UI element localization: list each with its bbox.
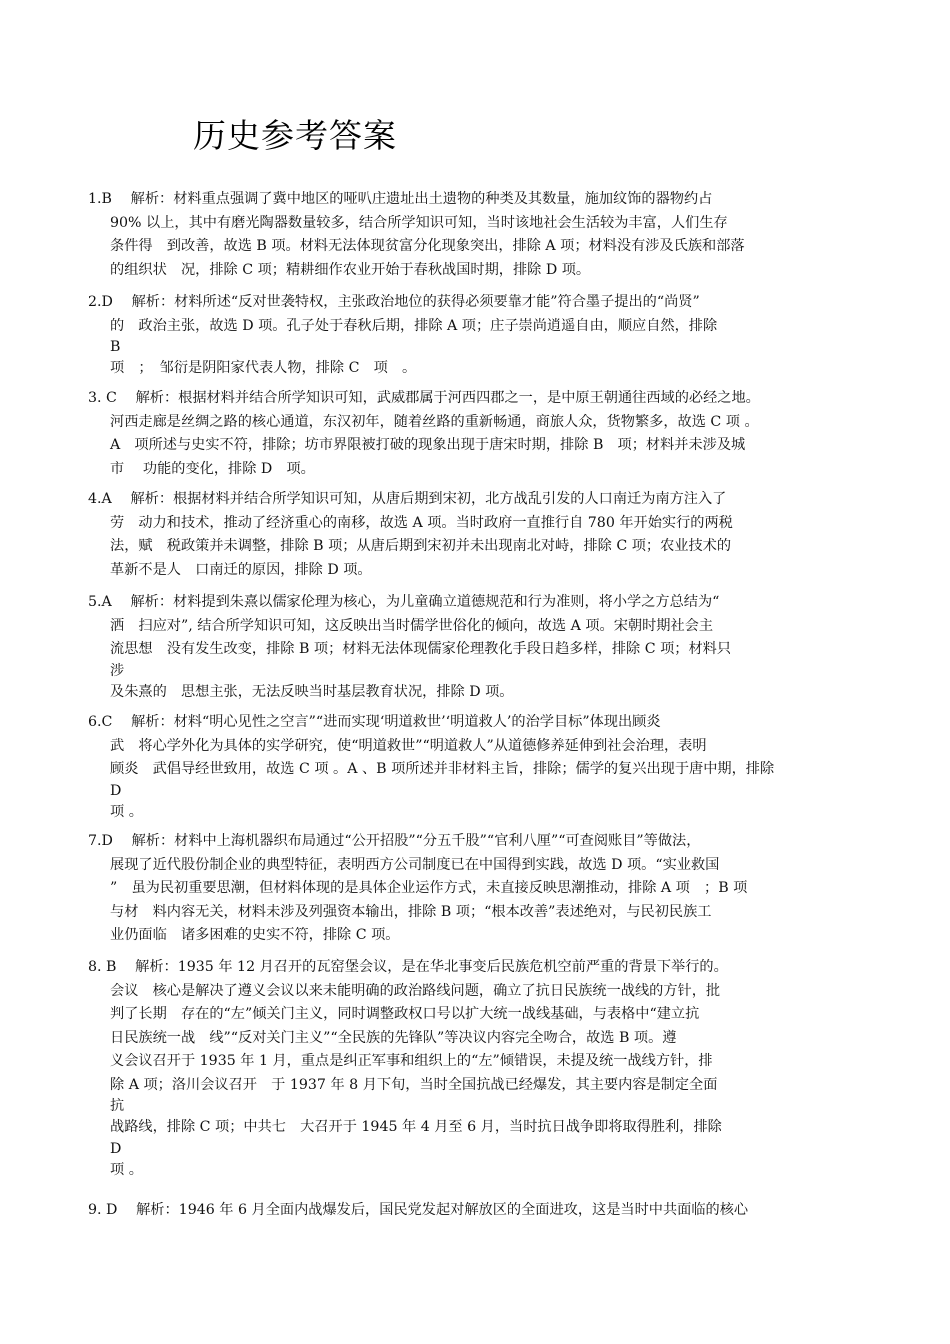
- answer-line: 涉: [110, 662, 125, 679]
- answer-line: 法，赋 税政策并未调整，排除 B 项；从唐后期到宋初并未出现南北对峙，排除 C 项；农业技术的: [110, 538, 732, 554]
- answer-line: 的 政治主张，故选 D 项。孔子处于春秋后期，排除 A 项；庄子崇尚逍遥自由，顺应自然，排除: [110, 317, 718, 334]
- answer-line: 项 。: [110, 803, 143, 820]
- answer-line: 日民族统一战 线”“反对关门主义”“全民族的先锋队”等决议内容完全吻合，故选 B 项。遵: [110, 1029, 677, 1046]
- answer-line: 革新不是人 口南迁的原因，排除 D 项。: [110, 561, 372, 578]
- answer-line: 河西走廊是丝绸之路的核心通道，东汉初年，随着丝路的重新畅通，商旅人众，货物繁多，故选 C 项 。: [110, 413, 759, 430]
- answer-line: 战路线，排除 C 项；中共七 大召开于 1945 年 4 月至 6 月，当时抗日战争即将取得胜利，排除: [110, 1119, 722, 1135]
- answer-line: 会议 核心是解决了遵义会议以来未能明确的政治路线问题，确立了抗日民族统一战线的方针，批: [110, 982, 721, 999]
- answer-item-6: [88, 711, 868, 824]
- answer-item-5: [88, 591, 868, 704]
- answer-line: 义会议召开于 1935 年 1 月，重点是纠正军事和组织上的“左”倾错误，未提及统一战线方针，排: [110, 1053, 713, 1069]
- answer-item-8: [88, 956, 868, 1182]
- answer-item-2: [88, 291, 868, 381]
- answer-line: D: [110, 1140, 122, 1157]
- answer-line: 流思想 没有发生改变，排除 B 项；材料无法体现儒家伦理教化手段日趋多样，排除 C 项；材料只: [110, 641, 732, 657]
- answer-line: B: [110, 339, 121, 355]
- answer-line: 项 。: [110, 1161, 143, 1178]
- answer-item-7: [88, 830, 868, 948]
- answer-line: 的组织状 况，排除 C 项；精耕细作农业开始于春秋战国时期，排除 D 项。: [110, 261, 591, 278]
- answer-item-3: [88, 387, 868, 481]
- answer-line: 项 ； 邹衍是阴阳家代表人物，排除 C 项 。: [110, 360, 417, 376]
- answer-line: 与材 料内容无关，材料未涉及列强资本输出，排除 B 项；“根本改善”表述绝对，与民初民族工: [110, 903, 712, 920]
- answer-item-9: [88, 1199, 868, 1223]
- answer-line: 及朱熹的 思想主张，无法反映当时基层教育状况，排除 D 项。: [110, 683, 514, 700]
- answer-item-4: [88, 488, 868, 582]
- answer-line: 洒 扫应对”, 结合所学知识可知，这反映出当时儒学世俗化的倾向，故选 A 项。宋朝时期社会主: [110, 617, 714, 634]
- page-title: 历史参考答案: [193, 116, 397, 155]
- answer-line: 1.B 解析：材料重点强调了冀中地区的哑叭庄遗址出土遗物的种类及其数量，施加纹饰的器物约占: [88, 191, 713, 207]
- answer-line: 劳 动力和技术，推动了经济重心的南移，故选 A 项。当时政府一直推行自 780 年开始实行的两税: [110, 514, 733, 531]
- answer-line: A 项所述与史实不符，排除；坊市界限被打破的现象出现于唐宋时期，排除 B 项；材料并未涉及城: [110, 437, 746, 453]
- answer-line: 2.D 解析：材料所述“反对世袭特权，主张政治地位的获得必须要靠才能”符合墨子提出的“尚贤”: [88, 294, 700, 310]
- answer-line: 展现了近代股份制企业的典型特征，表明西方公司制度已在中国得到实践，故选 D 项。“实业救国: [110, 856, 720, 873]
- answer-line: 90% 以上，其中有磨光陶器数量较多，结合所学知识可知，当时该地社会生活较为丰富，人们生存: [110, 214, 728, 231]
- answer-line: 4.A 解析：根据材料并结合所学知识可知，从唐后期到宋初，北方战乱引发的人口南迁为南方注入了: [88, 491, 727, 507]
- answer-line: 顾炎 武倡导经世致用，故选 C 项 。A 、B 项所述并非材料主旨，排除；儒学的复兴出现于唐中期，排除: [110, 761, 775, 777]
- answer-line: 业仍面临 诸多困难的史实不符，排除 C 项。: [110, 927, 400, 943]
- answer-line: 条件得 到改善，故选 B 项。材料无法体现贫富分化现象突出，排除 A 项；材料没有涉及氏族和部落: [110, 238, 745, 254]
- answer-line: 抗: [110, 1098, 125, 1114]
- answer-line: 9. D 解析：1946 年 6 月全面内战爆发后，国民党发起对解放区的全面进攻，这是当时中共面临的核心: [88, 1202, 749, 1218]
- answer-line: ” 虽为民初重要思潮，但材料体现的是具体企业运作方式，未直接反映思潮推动，排除 A 项 ；B 项: [110, 880, 748, 896]
- answer-line: 武 将心学外化为具体的实学研究，使“明道救世”“明道救人”从道德修养延伸到社会治理，表明: [110, 737, 707, 754]
- answer-line: 6.C 解析：材料“明心见性之空言”“进而实现‘明道救世’‘明道救人’的治学目标”体现出顾炎: [88, 714, 661, 730]
- answer-line: 市 功能的变化，排除 D 项。: [110, 460, 315, 477]
- answer-item-1: [88, 188, 868, 282]
- answer-line: 3. C 解析：根据材料并结合所学知识可知，武威郡属于河西四郡之一，是中原王朝通往西域的必经之地。: [88, 390, 760, 406]
- answer-line: D: [110, 782, 122, 799]
- answer-line: 5.A 解析：材料提到朱熹以儒家伦理为核心，为儿童确立道德规范和行为准则，将小学之方总结为“: [88, 594, 720, 610]
- answer-line: 除 A 项；洛川会议召开 于 1937 年 8 月下旬，当时全国抗战已经爆发，其主要内容是制定全面: [110, 1076, 718, 1093]
- answer-line: 8. B 解析：1935 年 12 月召开的瓦窑堡会议，是在华北事变后民族危机空前严重的背景下举行的。: [88, 959, 728, 975]
- answer-line: 判了长期 存在的“左”倾关门主义，同时调整政权口号以扩大统一战线基础，与表格中“建立抗: [110, 1006, 700, 1022]
- answer-line: 7.D 解析：材料中上海机器织布局通过“公开招股”“分五千股”“官利八厘”“可查阅账目”等做法，: [88, 833, 701, 849]
